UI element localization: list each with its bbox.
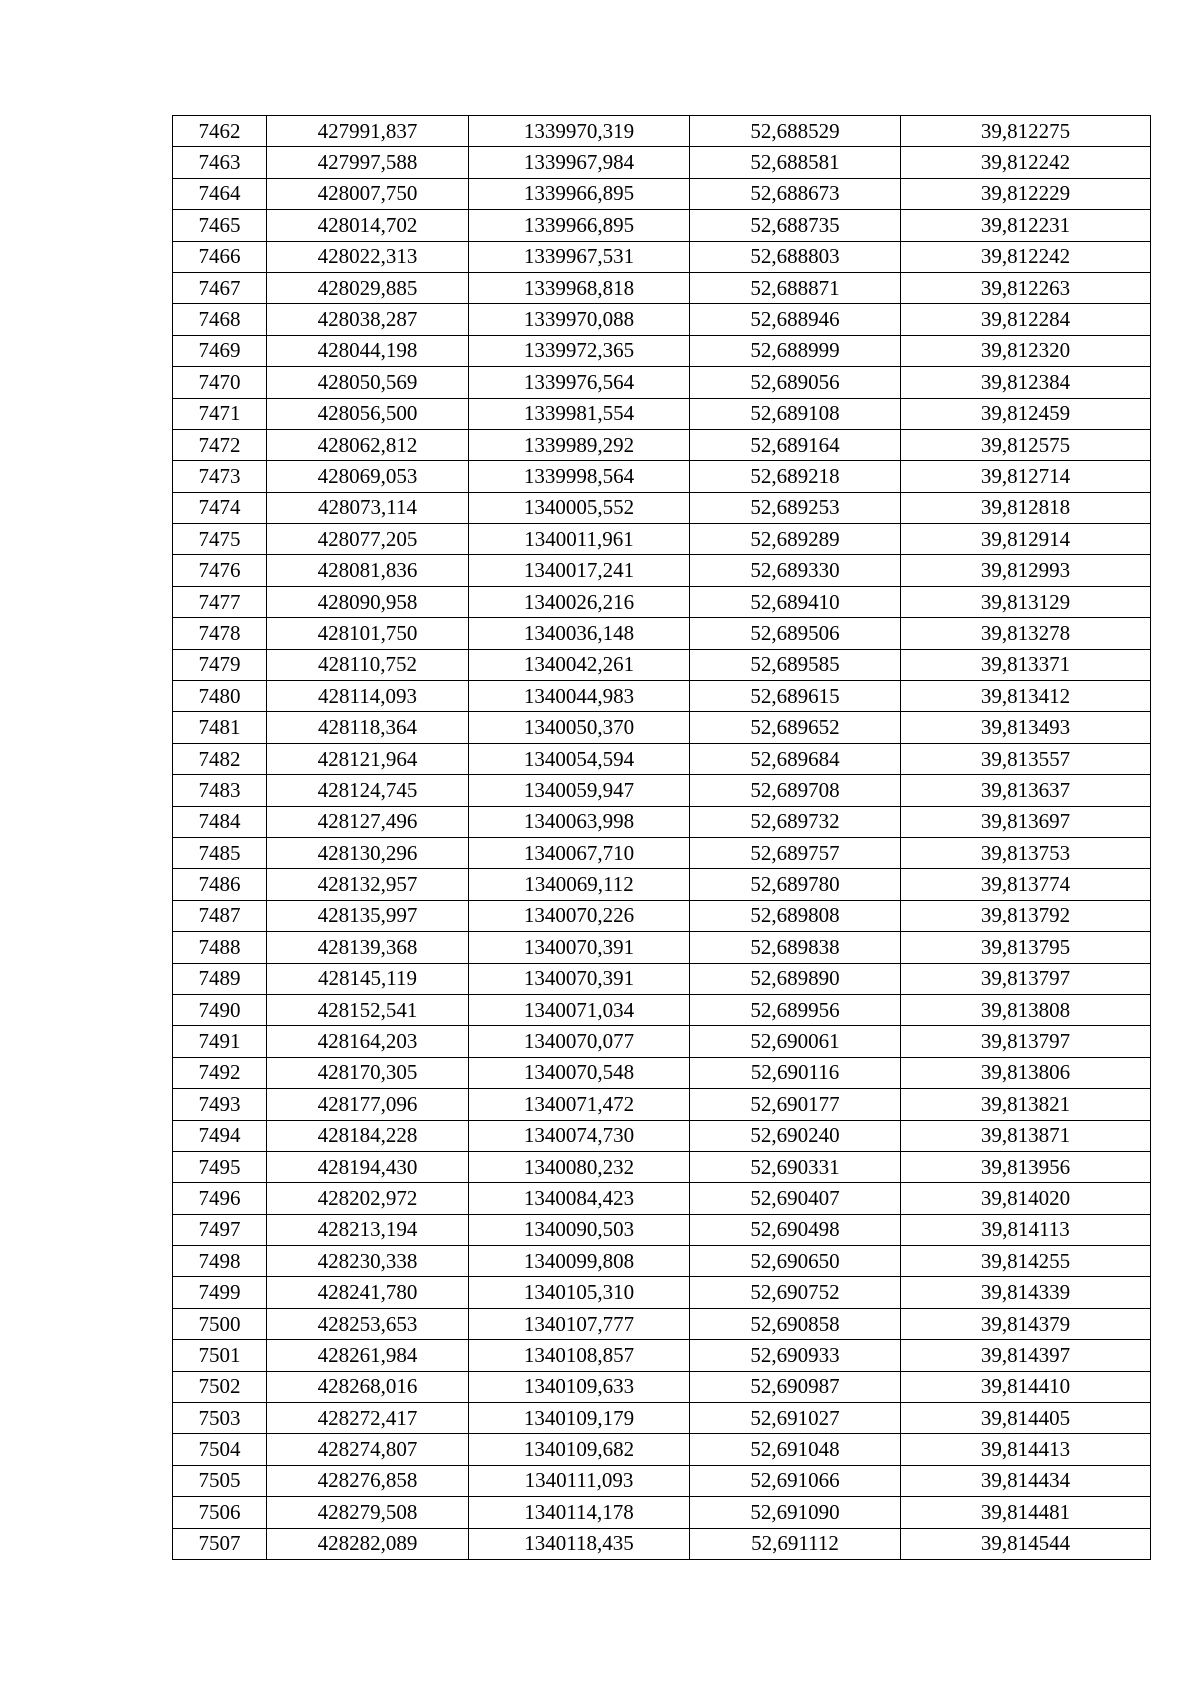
point-number-cell: 7502: [173, 1371, 267, 1402]
point-number-cell: 7507: [173, 1528, 267, 1559]
table-row: [173, 1497, 1151, 1528]
latitude-cell: 52,689218: [690, 461, 901, 492]
point-number-cell: 7469: [173, 335, 267, 366]
x-coordinate-cell: 428177,096: [267, 1089, 469, 1120]
x-coordinate-cell: 428038,287: [267, 304, 469, 335]
longitude-cell: 39,812229: [901, 178, 1151, 209]
y-coordinate-cell: 1339967,984: [469, 147, 690, 178]
latitude-cell: 52,690407: [690, 1183, 901, 1214]
x-coordinate-cell: 428272,417: [267, 1403, 469, 1434]
latitude-cell: 52,690858: [690, 1308, 901, 1339]
table-row: [173, 963, 1151, 994]
point-number-cell: 7480: [173, 681, 267, 712]
point-number-cell: 7497: [173, 1214, 267, 1245]
y-coordinate-cell: 1340017,241: [469, 555, 690, 586]
y-coordinate-cell: 1340069,112: [469, 869, 690, 900]
latitude-cell: 52,688529: [690, 116, 901, 147]
table-row: [173, 1308, 1151, 1339]
x-coordinate-cell: 428081,836: [267, 555, 469, 586]
longitude-cell: 39,813774: [901, 869, 1151, 900]
x-coordinate-cell: 428110,752: [267, 649, 469, 680]
y-coordinate-cell: 1339976,564: [469, 367, 690, 398]
point-number-cell: 7471: [173, 398, 267, 429]
point-number-cell: 7463: [173, 147, 267, 178]
x-coordinate-cell: 428073,114: [267, 492, 469, 523]
x-coordinate-cell: 428029,885: [267, 272, 469, 303]
table-row: [173, 743, 1151, 774]
longitude-cell: 39,813797: [901, 1026, 1151, 1057]
longitude-cell: 39,814413: [901, 1434, 1151, 1465]
table-row: [173, 1371, 1151, 1402]
latitude-cell: 52,689585: [690, 649, 901, 680]
longitude-cell: 39,812275: [901, 116, 1151, 147]
y-coordinate-cell: 1339970,088: [469, 304, 690, 335]
table-row: [173, 900, 1151, 931]
latitude-cell: 52,689289: [690, 524, 901, 555]
point-number-cell: 7495: [173, 1151, 267, 1182]
table-row: [173, 712, 1151, 743]
coordinate-table: [172, 115, 1151, 1560]
table-row: [173, 1089, 1151, 1120]
latitude-cell: 52,691090: [690, 1497, 901, 1528]
table-row: [173, 618, 1151, 649]
table-row: [173, 806, 1151, 837]
longitude-cell: 39,814255: [901, 1246, 1151, 1277]
x-coordinate-cell: 428118,364: [267, 712, 469, 743]
table-row: [173, 335, 1151, 366]
y-coordinate-cell: 1340070,391: [469, 963, 690, 994]
table-row: [173, 429, 1151, 460]
x-coordinate-cell: 428170,305: [267, 1057, 469, 1088]
y-coordinate-cell: 1340011,961: [469, 524, 690, 555]
longitude-cell: 39,812384: [901, 367, 1151, 398]
point-number-cell: 7492: [173, 1057, 267, 1088]
point-number-cell: 7498: [173, 1246, 267, 1277]
latitude-cell: 52,688999: [690, 335, 901, 366]
point-number-cell: 7493: [173, 1089, 267, 1120]
longitude-cell: 39,812263: [901, 272, 1151, 303]
point-number-cell: 7481: [173, 712, 267, 743]
x-coordinate-cell: 428241,780: [267, 1277, 469, 1308]
point-number-cell: 7503: [173, 1403, 267, 1434]
longitude-cell: 39,813129: [901, 586, 1151, 617]
latitude-cell: 52,689164: [690, 429, 901, 460]
point-number-cell: 7478: [173, 618, 267, 649]
y-coordinate-cell: 1340070,226: [469, 900, 690, 931]
longitude-cell: 39,813493: [901, 712, 1151, 743]
x-coordinate-cell: 428261,984: [267, 1340, 469, 1371]
table-row: [173, 304, 1151, 335]
longitude-cell: 39,814397: [901, 1340, 1151, 1371]
table-row: [173, 147, 1151, 178]
x-coordinate-cell: 428253,653: [267, 1308, 469, 1339]
table-row: [173, 586, 1151, 617]
x-coordinate-cell: 428062,812: [267, 429, 469, 460]
table-row: [173, 272, 1151, 303]
latitude-cell: 52,689684: [690, 743, 901, 774]
table-row: [173, 241, 1151, 272]
y-coordinate-cell: 1340111,093: [469, 1465, 690, 1496]
y-coordinate-cell: 1340071,472: [469, 1089, 690, 1120]
table-row: [173, 178, 1151, 209]
latitude-cell: 52,689652: [690, 712, 901, 743]
longitude-cell: 39,814379: [901, 1308, 1151, 1339]
longitude-cell: 39,813278: [901, 618, 1151, 649]
point-number-cell: 7487: [173, 900, 267, 931]
latitude-cell: 52,690240: [690, 1120, 901, 1151]
point-number-cell: 7486: [173, 869, 267, 900]
x-coordinate-cell: 428268,016: [267, 1371, 469, 1402]
longitude-cell: 39,813637: [901, 775, 1151, 806]
x-coordinate-cell: 428145,119: [267, 963, 469, 994]
point-number-cell: 7473: [173, 461, 267, 492]
latitude-cell: 52,689330: [690, 555, 901, 586]
y-coordinate-cell: 1340108,857: [469, 1340, 690, 1371]
x-coordinate-cell: 428279,508: [267, 1497, 469, 1528]
latitude-cell: 52,688581: [690, 147, 901, 178]
y-coordinate-cell: 1339972,365: [469, 335, 690, 366]
latitude-cell: 52,688735: [690, 210, 901, 241]
y-coordinate-cell: 1340059,947: [469, 775, 690, 806]
y-coordinate-cell: 1339989,292: [469, 429, 690, 460]
table-row: [173, 1465, 1151, 1496]
longitude-cell: 39,812320: [901, 335, 1151, 366]
point-number-cell: 7479: [173, 649, 267, 680]
latitude-cell: 52,690331: [690, 1151, 901, 1182]
latitude-cell: 52,689890: [690, 963, 901, 994]
latitude-cell: 52,688673: [690, 178, 901, 209]
latitude-cell: 52,691027: [690, 1403, 901, 1434]
longitude-cell: 39,812818: [901, 492, 1151, 523]
x-coordinate-cell: 428274,807: [267, 1434, 469, 1465]
point-number-cell: 7504: [173, 1434, 267, 1465]
table-row: [173, 1183, 1151, 1214]
latitude-cell: 52,688946: [690, 304, 901, 335]
point-number-cell: 7494: [173, 1120, 267, 1151]
point-number-cell: 7470: [173, 367, 267, 398]
longitude-cell: 39,813806: [901, 1057, 1151, 1088]
y-coordinate-cell: 1339966,895: [469, 178, 690, 209]
longitude-cell: 39,813795: [901, 932, 1151, 963]
x-coordinate-cell: 428213,194: [267, 1214, 469, 1245]
y-coordinate-cell: 1339998,564: [469, 461, 690, 492]
y-coordinate-cell: 1340074,730: [469, 1120, 690, 1151]
table-row: [173, 1057, 1151, 1088]
y-coordinate-cell: 1340109,682: [469, 1434, 690, 1465]
longitude-cell: 39,813557: [901, 743, 1151, 774]
point-number-cell: 7506: [173, 1497, 267, 1528]
x-coordinate-cell: 428132,957: [267, 869, 469, 900]
x-coordinate-cell: 428121,964: [267, 743, 469, 774]
point-number-cell: 7475: [173, 524, 267, 555]
longitude-cell: 39,814113: [901, 1214, 1151, 1245]
table-row: [173, 1246, 1151, 1277]
point-number-cell: 7499: [173, 1277, 267, 1308]
y-coordinate-cell: 1340054,594: [469, 743, 690, 774]
point-number-cell: 7483: [173, 775, 267, 806]
latitude-cell: 52,690752: [690, 1277, 901, 1308]
table-row: [173, 994, 1151, 1025]
y-coordinate-cell: 1340109,179: [469, 1403, 690, 1434]
longitude-cell: 39,814481: [901, 1497, 1151, 1528]
point-number-cell: 7489: [173, 963, 267, 994]
point-number-cell: 7500: [173, 1308, 267, 1339]
x-coordinate-cell: 428044,198: [267, 335, 469, 366]
longitude-cell: 39,813808: [901, 994, 1151, 1025]
table-row: [173, 649, 1151, 680]
table-row: [173, 1403, 1151, 1434]
table-row: [173, 869, 1151, 900]
x-coordinate-cell: 428282,089: [267, 1528, 469, 1559]
latitude-cell: 52,690650: [690, 1246, 901, 1277]
longitude-cell: 39,812284: [901, 304, 1151, 335]
x-coordinate-cell: 428007,750: [267, 178, 469, 209]
longitude-cell: 39,814020: [901, 1183, 1151, 1214]
latitude-cell: 52,690987: [690, 1371, 901, 1402]
y-coordinate-cell: 1340070,077: [469, 1026, 690, 1057]
latitude-cell: 52,691112: [690, 1528, 901, 1559]
x-coordinate-cell: 428164,203: [267, 1026, 469, 1057]
x-coordinate-cell: 428276,858: [267, 1465, 469, 1496]
y-coordinate-cell: 1340070,548: [469, 1057, 690, 1088]
point-number-cell: 7474: [173, 492, 267, 523]
table-row: [173, 1528, 1151, 1559]
y-coordinate-cell: 1340099,808: [469, 1246, 690, 1277]
latitude-cell: 52,688871: [690, 272, 901, 303]
table-row: [173, 837, 1151, 868]
x-coordinate-cell: 428139,368: [267, 932, 469, 963]
latitude-cell: 52,691066: [690, 1465, 901, 1496]
latitude-cell: 52,689956: [690, 994, 901, 1025]
latitude-cell: 52,689056: [690, 367, 901, 398]
x-coordinate-cell: 428077,205: [267, 524, 469, 555]
table-row: [173, 461, 1151, 492]
latitude-cell: 52,688803: [690, 241, 901, 272]
longitude-cell: 39,813412: [901, 681, 1151, 712]
x-coordinate-cell: 428050,569: [267, 367, 469, 398]
table-row: [173, 555, 1151, 586]
point-number-cell: 7505: [173, 1465, 267, 1496]
latitude-cell: 52,690061: [690, 1026, 901, 1057]
point-number-cell: 7472: [173, 429, 267, 460]
table-row: [173, 681, 1151, 712]
table-row: [173, 1277, 1151, 1308]
x-coordinate-cell: 428135,997: [267, 900, 469, 931]
longitude-cell: 39,813697: [901, 806, 1151, 837]
point-number-cell: 7477: [173, 586, 267, 617]
table-row: [173, 210, 1151, 241]
longitude-cell: 39,813871: [901, 1120, 1151, 1151]
y-coordinate-cell: 1339967,531: [469, 241, 690, 272]
table-row: [173, 398, 1151, 429]
table-row: [173, 116, 1151, 147]
x-coordinate-cell: 428202,972: [267, 1183, 469, 1214]
table-row: [173, 1120, 1151, 1151]
x-coordinate-cell: 428014,702: [267, 210, 469, 241]
point-number-cell: 7490: [173, 994, 267, 1025]
table-row: [173, 1151, 1151, 1182]
point-number-cell: 7464: [173, 178, 267, 209]
table-row: [173, 932, 1151, 963]
latitude-cell: 52,689253: [690, 492, 901, 523]
table-row: [173, 492, 1151, 523]
y-coordinate-cell: 1340071,034: [469, 994, 690, 1025]
table-row: [173, 524, 1151, 555]
y-coordinate-cell: 1340050,370: [469, 712, 690, 743]
latitude-cell: 52,689410: [690, 586, 901, 617]
table-row: [173, 1026, 1151, 1057]
y-coordinate-cell: 1339981,554: [469, 398, 690, 429]
latitude-cell: 52,690933: [690, 1340, 901, 1371]
x-coordinate-cell: 428114,093: [267, 681, 469, 712]
longitude-cell: 39,813792: [901, 900, 1151, 931]
latitude-cell: 52,689708: [690, 775, 901, 806]
point-number-cell: 7485: [173, 837, 267, 868]
longitude-cell: 39,812993: [901, 555, 1151, 586]
y-coordinate-cell: 1340063,998: [469, 806, 690, 837]
point-number-cell: 7467: [173, 272, 267, 303]
y-coordinate-cell: 1340118,435: [469, 1528, 690, 1559]
x-coordinate-cell: 428056,500: [267, 398, 469, 429]
y-coordinate-cell: 1340080,232: [469, 1151, 690, 1182]
point-number-cell: 7484: [173, 806, 267, 837]
longitude-cell: 39,814434: [901, 1465, 1151, 1496]
longitude-cell: 39,814410: [901, 1371, 1151, 1402]
x-coordinate-cell: 428127,496: [267, 806, 469, 837]
y-coordinate-cell: 1340026,216: [469, 586, 690, 617]
table-row: [173, 1214, 1151, 1245]
latitude-cell: 52,689780: [690, 869, 901, 900]
latitude-cell: 52,690177: [690, 1089, 901, 1120]
x-coordinate-cell: 428101,750: [267, 618, 469, 649]
x-coordinate-cell: 428130,296: [267, 837, 469, 868]
longitude-cell: 39,812242: [901, 241, 1151, 272]
longitude-cell: 39,813797: [901, 963, 1151, 994]
longitude-cell: 39,812242: [901, 147, 1151, 178]
coordinate-table-page: [172, 115, 1150, 1560]
longitude-cell: 39,813371: [901, 649, 1151, 680]
y-coordinate-cell: 1340036,148: [469, 618, 690, 649]
y-coordinate-cell: 1340114,178: [469, 1497, 690, 1528]
x-coordinate-cell: 428124,745: [267, 775, 469, 806]
latitude-cell: 52,689732: [690, 806, 901, 837]
latitude-cell: 52,689808: [690, 900, 901, 931]
point-number-cell: 7501: [173, 1340, 267, 1371]
latitude-cell: 52,689757: [690, 837, 901, 868]
longitude-cell: 39,812459: [901, 398, 1151, 429]
x-coordinate-cell: 428152,541: [267, 994, 469, 1025]
y-coordinate-cell: 1340044,983: [469, 681, 690, 712]
table-row: [173, 367, 1151, 398]
latitude-cell: 52,689506: [690, 618, 901, 649]
y-coordinate-cell: 1340067,710: [469, 837, 690, 868]
x-coordinate-cell: 428022,313: [267, 241, 469, 272]
point-number-cell: 7468: [173, 304, 267, 335]
longitude-cell: 39,812714: [901, 461, 1151, 492]
table-row: [173, 1434, 1151, 1465]
latitude-cell: 52,689838: [690, 932, 901, 963]
y-coordinate-cell: 1340105,310: [469, 1277, 690, 1308]
y-coordinate-cell: 1340005,552: [469, 492, 690, 523]
latitude-cell: 52,689108: [690, 398, 901, 429]
table-row: [173, 1340, 1151, 1371]
longitude-cell: 39,813956: [901, 1151, 1151, 1182]
x-coordinate-cell: 428090,958: [267, 586, 469, 617]
y-coordinate-cell: 1340109,633: [469, 1371, 690, 1402]
y-coordinate-cell: 1339968,818: [469, 272, 690, 303]
longitude-cell: 39,813821: [901, 1089, 1151, 1120]
longitude-cell: 39,812575: [901, 429, 1151, 460]
latitude-cell: 52,689615: [690, 681, 901, 712]
longitude-cell: 39,813753: [901, 837, 1151, 868]
x-coordinate-cell: 428230,338: [267, 1246, 469, 1277]
y-coordinate-cell: 1340084,423: [469, 1183, 690, 1214]
table-row: [173, 775, 1151, 806]
y-coordinate-cell: 1339966,895: [469, 210, 690, 241]
point-number-cell: 7482: [173, 743, 267, 774]
point-number-cell: 7491: [173, 1026, 267, 1057]
longitude-cell: 39,812231: [901, 210, 1151, 241]
point-number-cell: 7465: [173, 210, 267, 241]
longitude-cell: 39,814339: [901, 1277, 1151, 1308]
point-number-cell: 7462: [173, 116, 267, 147]
x-coordinate-cell: 427991,837: [267, 116, 469, 147]
latitude-cell: 52,690116: [690, 1057, 901, 1088]
longitude-cell: 39,812914: [901, 524, 1151, 555]
x-coordinate-cell: 428069,053: [267, 461, 469, 492]
y-coordinate-cell: 1340042,261: [469, 649, 690, 680]
y-coordinate-cell: 1340070,391: [469, 932, 690, 963]
point-number-cell: 7496: [173, 1183, 267, 1214]
y-coordinate-cell: 1339970,319: [469, 116, 690, 147]
longitude-cell: 39,814544: [901, 1528, 1151, 1559]
y-coordinate-cell: 1340107,777: [469, 1308, 690, 1339]
point-number-cell: 7476: [173, 555, 267, 586]
point-number-cell: 7488: [173, 932, 267, 963]
x-coordinate-cell: 428194,430: [267, 1151, 469, 1182]
y-coordinate-cell: 1340090,503: [469, 1214, 690, 1245]
longitude-cell: 39,814405: [901, 1403, 1151, 1434]
latitude-cell: 52,691048: [690, 1434, 901, 1465]
latitude-cell: 52,690498: [690, 1214, 901, 1245]
point-number-cell: 7466: [173, 241, 267, 272]
x-coordinate-cell: 427997,588: [267, 147, 469, 178]
x-coordinate-cell: 428184,228: [267, 1120, 469, 1151]
coordinate-table-body: [173, 116, 1151, 1560]
